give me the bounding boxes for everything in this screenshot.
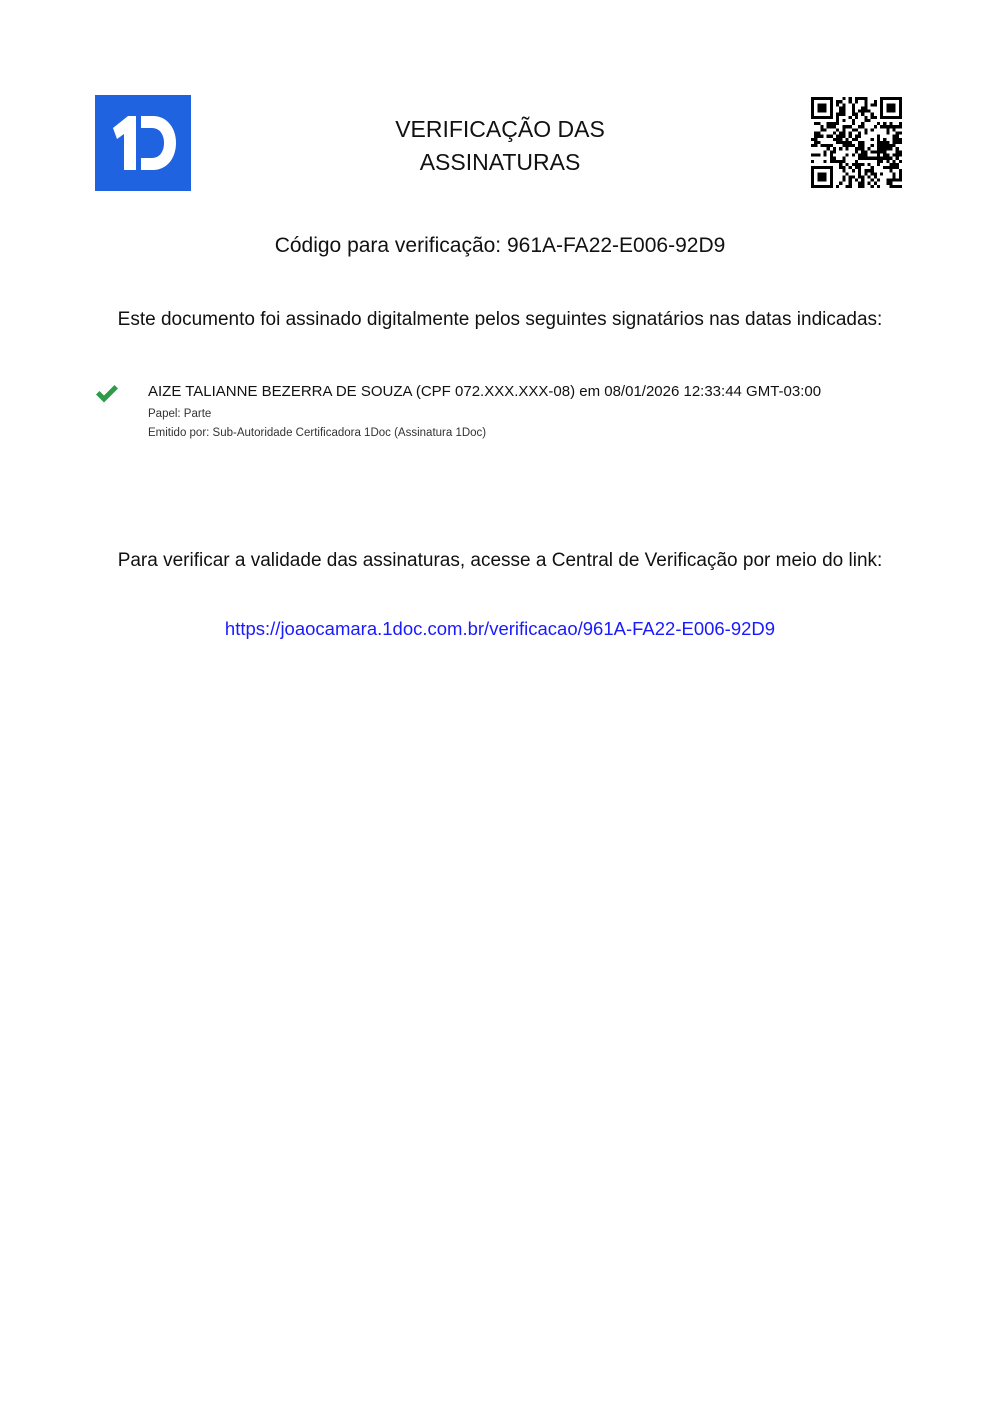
- verification-instructions: Para verificar a validade das assinaturas, acesse a Central de Verificação por meio do link:: [117, 550, 883, 571]
- page-title: [300, 113, 700, 179]
- page-title-line-2: ASSINATURAS: [419, 149, 581, 175]
- verification-link[interactable]: https://joaocamara.1doc.com.br/verificacao/961A-FA22-E006-92D9: [224, 618, 776, 639]
- signer-role: Papel: Parte: [148, 408, 212, 420]
- signer-entry: [95, 380, 915, 450]
- verification-code: Código para verificação: 961A-FA22-E006-92D9: [274, 234, 726, 257]
- 1doc-logo-icon: [95, 95, 191, 191]
- signer-details: AIZE TALIANNE BEZERRA DE SOUZA (CPF 072.XXX.XXX-08) em 08/01/2026 12:33:44 GMT-03:00: [148, 383, 822, 400]
- qr-code-icon: [811, 97, 902, 188]
- page-title-line-1: VERIFICAÇÃO DAS: [395, 116, 605, 142]
- signer-issuer: Emitido por: Sub-Autoridade Certificadora 1Doc (Assinatura 1Doc): [148, 427, 487, 439]
- check-icon: [95, 384, 119, 404]
- intro-text: Este documento foi assinado digitalmente pelos seguintes signatários nas datas indicadas:: [117, 309, 883, 330]
